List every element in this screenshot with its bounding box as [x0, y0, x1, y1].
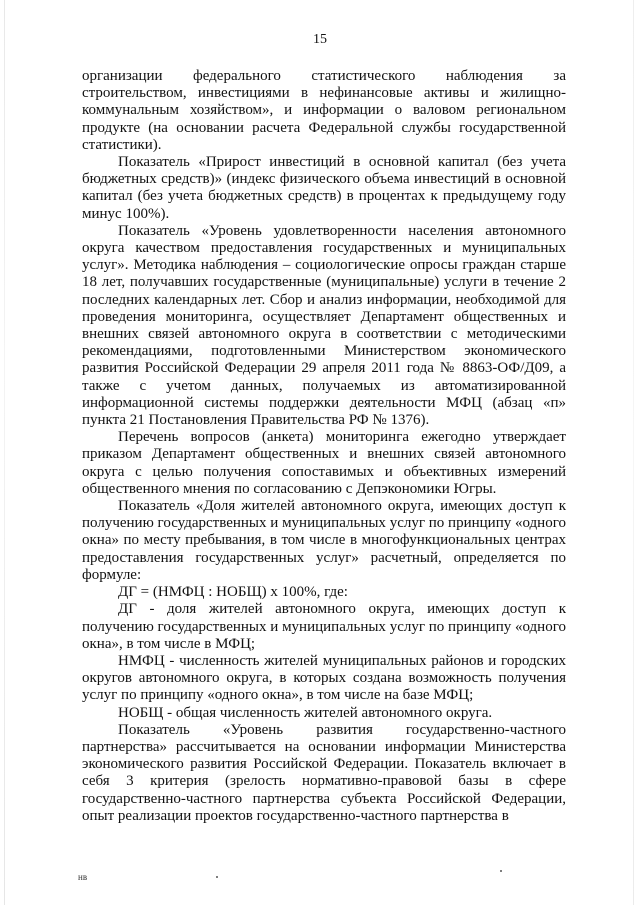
scan-dot — [500, 870, 502, 872]
paragraph-satisfaction-level: Показатель «Уровень удовлетворенности населения автономного округа качеством предоставления государственных и муниципальных услуг». Методика наблюдения – социологические опросы граждан старше 18 лет, получавших государственные (муниципальные) услуги в течение 2 последних календарных лет. Сбор и анализ информации, необходимой для проведения мониторинга, осуществляет Департамент общественных и внешних связей автономного округа в соответствии с методическими рекомендациями, подготовленными Министерством экономического развития Российской Федерации 29 апреля 2011 года № 8863-ОФ/Д09, а также с учетом данных, получаемых из автоматизированной информационной системы поддержки деятельности МФЦ (абзац «п» пункта 21 Постановления Правительства РФ № 1376). — [82, 222, 566, 429]
definition-nmfc: НМФЦ - численность жителей муниципальных районов и городских округов автономного округа, в которых создана возможность получения услуг по принципу «одного окна», в том числе на базе МФЦ; — [82, 652, 566, 704]
paragraph-ppp-level: Показатель «Уровень развития государственно-частного партнерства» рассчитывается на основании информации Министерства экономического развития Российской Федерации. Показатель включает в себя 3 критерия (зрелость нормативно-правовой базы в сфере государственно-частного партнерства субъекта Российской Федерации, опыт реализации проектов государственно-частного партнерства в — [82, 721, 566, 824]
page-number: 15 — [313, 32, 327, 47]
definition-dg: ДГ - доля жителей автономного округа, имеющих доступ к получению государственных и муниципальных услуг по принципу «одного окна», в том числе в МФЦ; — [82, 601, 566, 652]
footer-mark: нв — [78, 872, 88, 882]
scan-edge-right — [633, 0, 634, 905]
paragraph-investment-growth: Показатель «Прирост инвестиций в основной капитал (без учета бюджетных средств)» (индекс физического объема инвестиций в основной капитал (без учета бюджетных средств) в процентах к предыдущему году минус 100%). — [82, 154, 566, 222]
paragraph-one-window-share: Показатель «Доля жителей автономного округа, имеющих доступ к получению государственных и муниципальных услуг по принципу «одного окна» по месту пребывания, в том числе в многофункциональных центрах предоставления государственных услуг» расчетный, определяется по формуле: — [82, 498, 566, 583]
formula-line: ДГ = (НМФЦ : НОБЩ) х 100%, где: — [118, 584, 348, 601]
scan-edge-left — [4, 0, 5, 905]
paragraph-survey-questions: Перечень вопросов (анкета) мониторинга ежегодно утверждает приказом Департамент общественных и внешних связей автономного округа с целью получения сопоставимых и объективных измерений общественного мнения по согласованию с Депэкономики Югры. — [82, 429, 566, 497]
scan-dot — [216, 876, 218, 878]
document-body — [82, 68, 566, 825]
definition-nobsh: НОБЩ - общая численность жителей автономного округа. — [118, 704, 493, 721]
paragraph-continuation: организации федерального статистического наблюдения за строительством, инвестициями в нефинансовые активы и жилищно-коммунальным хозяйством», и информации о валовом региональном продукте (на основании расчета Федеральной службы государственной статистики). — [82, 68, 566, 153]
